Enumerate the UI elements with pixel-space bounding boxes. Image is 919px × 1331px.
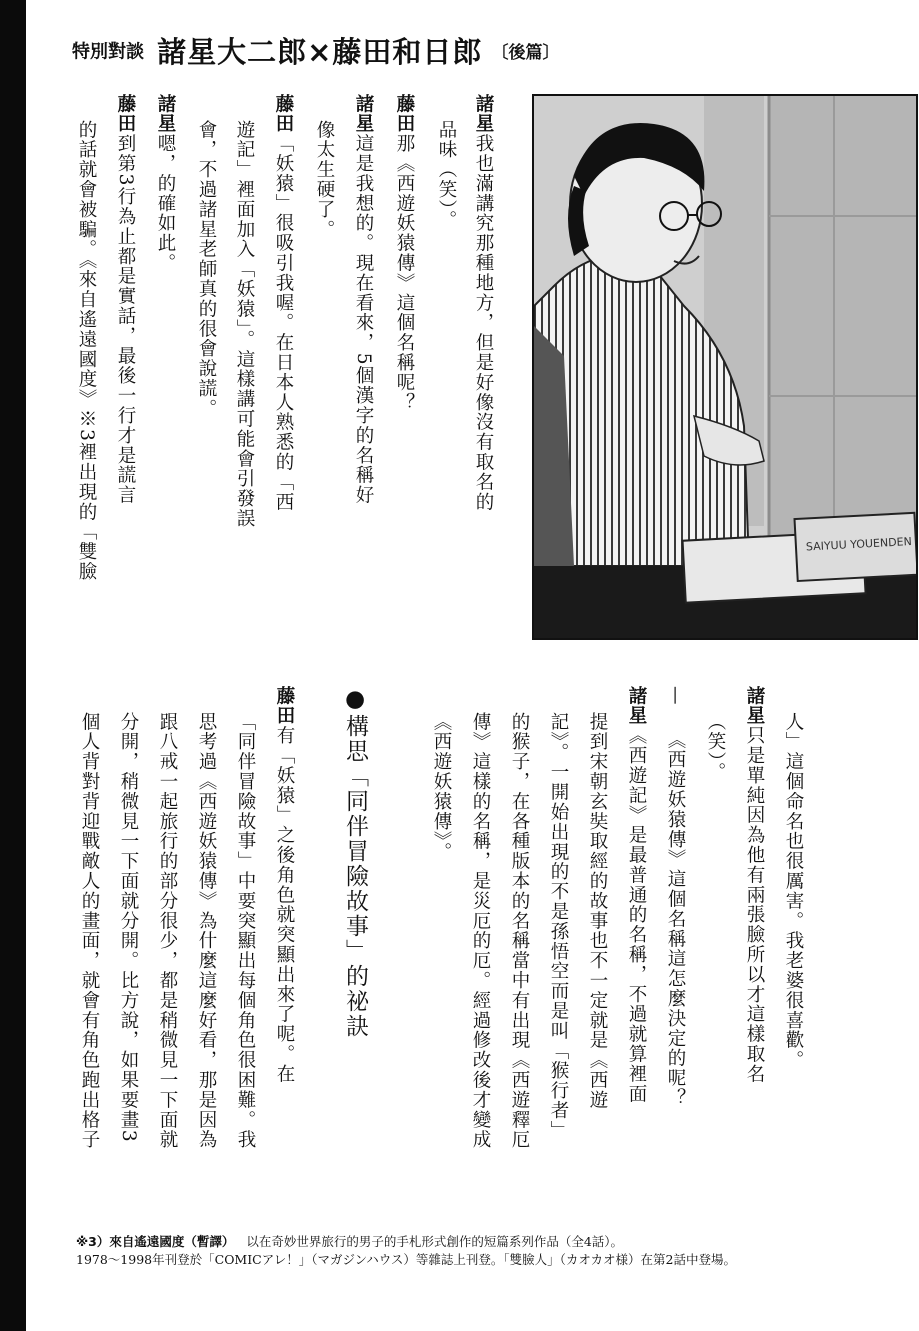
dialogue-text: 《西遊妖猿傳》。 — [431, 712, 452, 862]
text-column — [351, 94, 375, 505]
text-column — [233, 686, 257, 1150]
footnote-desc: 以在奇妙世界旅行的男子的手札形式創作的短篇系列作品（全4話）。 — [246, 1234, 624, 1249]
dialogue-text: 嗯，的確如此。 — [155, 133, 176, 274]
dialogue-text: 遊記」裡面加入「妖猿」。這樣講可能會引發誤 — [234, 120, 255, 529]
header-part: 〔後篇〕 — [491, 43, 560, 63]
text-column — [272, 686, 296, 1084]
speaker-name: 諸星 — [626, 686, 647, 726]
text-column — [507, 686, 531, 1150]
text-column — [271, 94, 295, 512]
text-column — [546, 686, 570, 1141]
footnote-title: ※3）來自遙遠國度（暫譯） — [76, 1234, 235, 1249]
text-column — [74, 94, 98, 582]
text-column — [113, 94, 137, 505]
text-column — [194, 686, 218, 1150]
interview-photo — [532, 94, 918, 640]
dialogue-text: 人」這個命名也很厲害。我老婆很喜歡。 — [783, 712, 804, 1071]
footnote-line-1 — [76, 1232, 623, 1250]
text-column — [77, 686, 101, 1150]
dialogue-text: 提到宋朝玄奘取經的故事也不一定就是《西遊 — [587, 712, 608, 1110]
speaker-dash: — — [665, 686, 686, 706]
text-column — [434, 94, 458, 230]
dialogue-text: （笑）。 — [705, 712, 726, 783]
dialogue-text: 的猴子，在各種版本的名稱當中有出現《西遊釋厄 — [509, 712, 530, 1150]
text-column — [155, 686, 179, 1150]
text-column — [232, 94, 256, 529]
text-column — [703, 686, 727, 782]
article-header — [72, 30, 560, 70]
dialogue-text: 有「妖猿」之後角色就突顯出來了呢。在 — [274, 725, 295, 1085]
text-column — [116, 686, 140, 1143]
text-column — [663, 686, 687, 1108]
dialogue-text: 只是單純因為他有兩張臉所以才這樣取名 — [744, 725, 765, 1085]
text-column — [471, 94, 495, 512]
speaker-name: 藤田 — [274, 686, 295, 726]
dialogue-text: 我也滿講究那種地方，但是好像沒有取名的 — [473, 133, 494, 512]
text-column — [468, 686, 492, 1150]
dialogue-text: 的話就會被騙。《來自遙遠國度》※3裡出現的「雙臉 — [76, 120, 97, 582]
speaker-name: 諸星 — [744, 686, 765, 726]
dialogue-text: 那《西遊妖猿傳》這個名稱呢？ — [394, 133, 415, 413]
page-spine — [0, 0, 26, 1331]
dialogue-text: 《西遊妖猿傳》這個名稱這怎麼決定的呢？ — [665, 730, 686, 1109]
dialogue-text: 分開，稍微見一下面就分開。比方說，如果要畫3 — [118, 712, 139, 1144]
footnote-line-2: 1978～1998年刊登於「COMICアレ！」（マガジンハウス）等雜誌上刊登。「雙臉人」（カオカオ様）在第2話中登場。 — [76, 1252, 737, 1267]
dialogue-text: 「同伴冒險故事」中要突顯出每個角色很困難。我 — [235, 712, 256, 1150]
dialogue-text: 會，不過諸星老師真的很會說謊。 — [196, 120, 217, 419]
speaker-name: 藤田 — [115, 94, 136, 134]
text-column — [392, 94, 416, 412]
dialogue-text: 像太生硬了。 — [314, 120, 335, 240]
text-column — [742, 686, 766, 1084]
header-label: 特別對談 — [72, 41, 144, 63]
text-column — [312, 94, 336, 239]
text-column — [585, 686, 609, 1110]
text-column — [153, 94, 177, 273]
dialogue-text: 品味（笑）。 — [436, 120, 457, 231]
section-heading: ●構思「同伴冒險故事」的祕訣 — [342, 686, 368, 1039]
speaker-name: 諸星 — [155, 94, 176, 134]
speaker-name: 諸星 — [353, 94, 374, 134]
text-column — [781, 686, 805, 1070]
speaker-name: 藤田 — [273, 94, 294, 134]
dialogue-text: 到第3行為止都是實話，最後一行才是謊言 — [115, 133, 136, 506]
dialogue-text: 思考過《西遊妖猿傳》為什麼這麼好看，那是因為 — [196, 712, 217, 1150]
speaker-name: 諸星 — [473, 94, 494, 134]
photo-illustration — [534, 96, 916, 638]
dialogue-text: 《西遊記》是最普通的名稱，不過就算裡面 — [626, 725, 647, 1104]
text-column — [429, 686, 453, 862]
dialogue-text: 傳》這樣的名稱，是災厄的厄。經過修改後才變成 — [470, 712, 491, 1150]
header-title: 諸星大二郎×藤田和日郎 — [157, 35, 483, 69]
text-column — [194, 94, 218, 419]
book-cover-text: SAIYUU YOUENDEN — [805, 534, 913, 554]
text-column — [624, 686, 648, 1104]
speaker-name: 藤田 — [394, 94, 415, 134]
dialogue-text: 這是我想的。現在看來，5個漢字的名稱好 — [353, 133, 374, 506]
dialogue-text: 記》。一開始出現的不是孫悟空而是叫「猴行者」 — [548, 712, 569, 1141]
dialogue-text: 跟八戒一起旅行的部分很少，都是稍微見一下面就 — [157, 712, 178, 1150]
dialogue-text: 「妖猿」很吸引我喔。在日本人熟悉的「西 — [273, 133, 294, 512]
dialogue-text: 個人背對背迎戰敵人的畫面，就會有角色跑出格子 — [79, 712, 100, 1150]
